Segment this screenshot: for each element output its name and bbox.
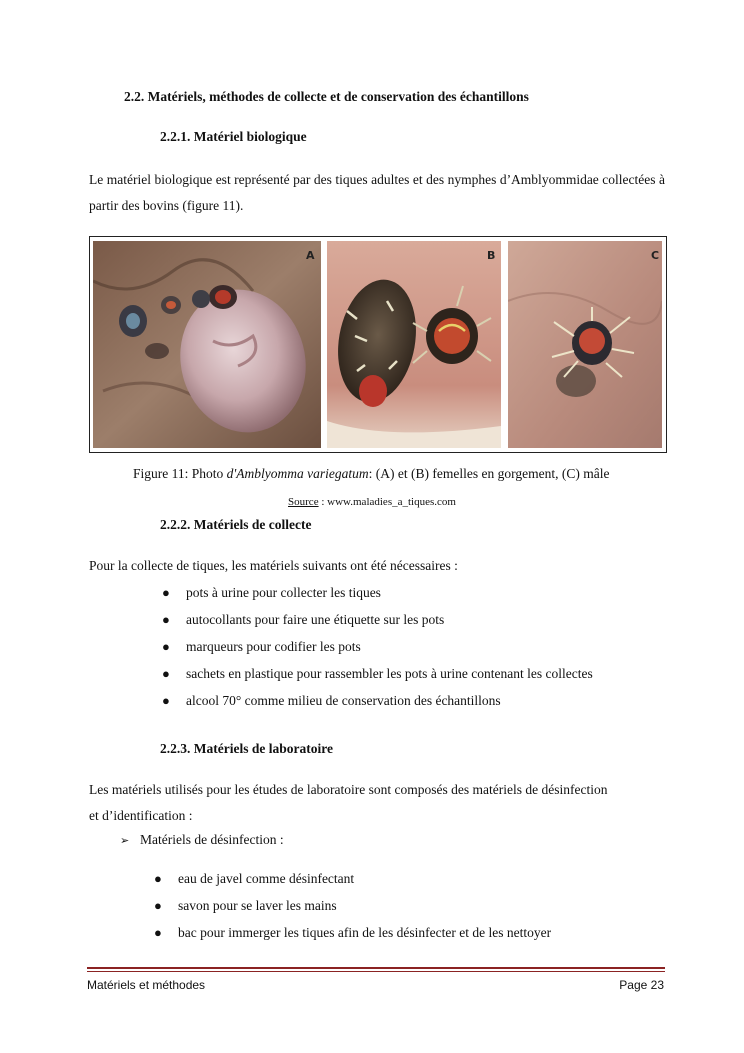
caption-species: d'Amblyomma variegatum bbox=[226, 466, 369, 481]
figure-caption bbox=[133, 466, 609, 482]
list-item bbox=[154, 865, 551, 892]
desinfection-subheading bbox=[120, 832, 284, 848]
section-heading: 2.2. Matériels, méthodes de collecte et de conservation des échantillons bbox=[124, 89, 529, 104]
list-item-text: pots à urine pour collecter les tiques bbox=[186, 585, 381, 600]
source-label: Source bbox=[288, 496, 319, 508]
labo-heading: 2.2.3. Matériels de laboratoire bbox=[160, 741, 333, 756]
footer-rule-thick bbox=[87, 967, 665, 969]
list-item-text: bac pour immerger les tiques afin de les désinfecter et de les nettoyer bbox=[178, 925, 552, 940]
list-item bbox=[154, 919, 552, 946]
desinfection-label: Matériels de désinfection : bbox=[140, 832, 284, 847]
collecte-heading: 2.2.2. Matériels de collecte bbox=[160, 517, 312, 532]
bio-heading: 2.2.1. Matériel biologique bbox=[160, 129, 307, 144]
source-url: : www.maladies_a_tiques.com bbox=[318, 496, 456, 508]
panel-label-A: A bbox=[306, 249, 315, 262]
arrow-bullet-icon: ➢ bbox=[120, 834, 130, 847]
list-item-text: sachets en plastique pour rassembler les pots à urine contenant les collectes bbox=[186, 666, 593, 681]
list-item bbox=[162, 579, 593, 606]
tick-photo-A-icon bbox=[93, 241, 321, 448]
list-item bbox=[162, 633, 593, 660]
bullet-icon: ● bbox=[162, 639, 170, 654]
bullet-icon: ● bbox=[162, 585, 170, 600]
bullet-icon: ● bbox=[154, 871, 162, 886]
bullet-icon: ● bbox=[154, 898, 162, 913]
bullet-icon: ● bbox=[162, 666, 170, 681]
collecte-list bbox=[162, 579, 593, 714]
tick-photo-C-icon bbox=[508, 241, 662, 448]
footer-rule-thin bbox=[87, 971, 665, 972]
bio-paragraph: Le matériel biologique est représenté par des tiques adultes et des nymphes d’Amblyommidae collectées à partir des bovins (figure 11). bbox=[89, 172, 665, 213]
figure-source bbox=[0, 496, 744, 508]
footer-section-title: Matériels et méthodes bbox=[87, 978, 206, 992]
caption-prefix: Figure 11: Photo bbox=[133, 466, 227, 481]
desinfection-list bbox=[154, 865, 552, 946]
list-item-text: eau de javel comme désinfectant bbox=[178, 871, 355, 886]
list-item bbox=[162, 660, 593, 687]
bullet-icon: ● bbox=[162, 693, 170, 708]
list-item-text: alcool 70° comme milieu de conservation des échantillons bbox=[186, 693, 501, 708]
bullet-icon: ● bbox=[162, 612, 170, 627]
collecte-intro: Pour la collecte de tiques, les matériels suivants ont été nécessaires : bbox=[89, 558, 458, 573]
list-item-text: marqueurs pour codifier les pots bbox=[186, 639, 361, 654]
list-item bbox=[162, 606, 593, 633]
list-item bbox=[162, 687, 593, 714]
list-item bbox=[154, 892, 551, 919]
figure-11 bbox=[89, 236, 667, 453]
caption-suffix: : (A) et (B) femelles en gorgement, (C) mâle bbox=[368, 466, 610, 481]
bullet-icon: ● bbox=[154, 925, 162, 940]
footer-page-number: Page 23 bbox=[619, 978, 664, 992]
list-item-text: autocollants pour faire une étiquette sur les pots bbox=[186, 612, 445, 627]
panel-label-C: C bbox=[651, 249, 660, 262]
panel-label-B: B bbox=[487, 249, 496, 262]
list-item-text: savon pour se laver les mains bbox=[178, 898, 337, 913]
labo-intro: Les matériels utilisés pour les études de laboratoire sont composés des matériels de désinfection et d’identification : bbox=[89, 782, 608, 823]
tick-photo-B-icon bbox=[327, 241, 501, 448]
